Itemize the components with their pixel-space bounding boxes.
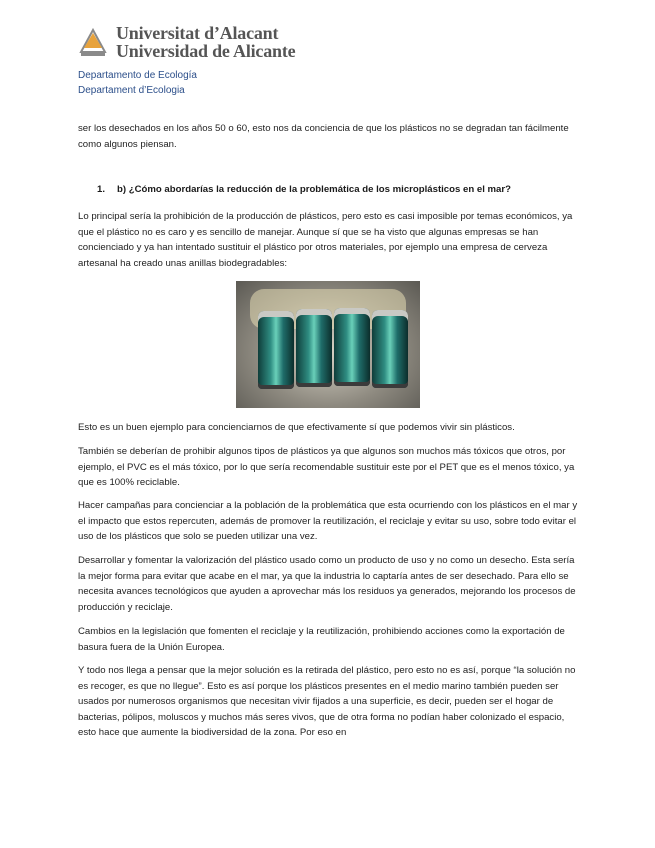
- question-text: b) ¿Cómo abordarías la reducción de la problemática de los microplásticos en el mar?: [117, 184, 511, 195]
- department-block: [78, 68, 197, 98]
- biodegradable-rings-photo: [236, 281, 420, 408]
- paragraph-prohibition: Lo principal sería la prohibición de la producción de plásticos, pero esto es casi imposible por temas económicos, ya que el plástico no es caro y es sencillo de manejar. Aunque sí que se ha visto que algunas empresas se han concienciado y ya han intentado sustituir el plástico por otros materiales, por ejemplo una empresa de cerveza artesanal ha creado unas anillas biodegradables:: [78, 211, 573, 269]
- question-heading: [97, 184, 577, 195]
- beer-can-shape: [372, 310, 408, 388]
- intro-paragraph: ser los desechados en los años 50 o 60, esto nos da conciencia de que los plásticos no se degradan tan fácilmente como algunos piensan.: [78, 123, 569, 150]
- question-number: 1.: [97, 184, 106, 195]
- university-name-spanish: Universidad de Alicante: [116, 41, 296, 61]
- paragraph-valorization: Desarrollar y fomentar la valorización del plástico usado como un producto de uso y no como un desecho. Esta sería la mejor forma para evitar que acabe en el mar, ya que la industria lo captaría antes de ser desechado. Para ello se necesita avances tecnológicos que ayuden a aprovechar más los residuos ya generados, mejorando los procesos de producción y reciclaje.: [78, 555, 576, 613]
- beer-can-shape: [334, 308, 370, 386]
- university-logo-icon: [78, 24, 108, 58]
- paragraph-legislation: Cambios en la legislación que fomenten el reciclaje y la reutilización, prohibiendo acciones como la exportación de basura fuera de la Unión Europea.: [78, 626, 565, 653]
- paragraph-good-example: Esto es un buen ejemplo para concienciarnos de que efectivamente sí que podemos vivir sin plásticos.: [78, 422, 515, 433]
- beer-can-shape: [258, 311, 294, 389]
- university-name-valencian: Universitat d’Alacant: [116, 23, 279, 43]
- department-name-valencian: Departament d’Ecologia: [78, 85, 185, 96]
- paragraph-toxic-plastics: También se deberían de prohibir algunos tipos de plásticos ya que algunos son muchos más tóxicos que otros, por ejemplo, el PVC es el más tóxico, por lo que sería recomendable sustituir este por el PET que es el menos tóxico, ya que es 100% reciclable.: [78, 446, 575, 489]
- department-name-spanish: Departamento de Ecología: [78, 70, 197, 81]
- paragraph-campaigns: Hacer campañas para concienciar a la población de la problemática que esta ocurriendo con los plásticos en el mar y el impacto que estos repercuten, además de promover la reutilización, el reciclaje y evitar su uso, sobre todo evitar el uso de los plásticos que solo se pueden utilizar una vez.: [78, 500, 578, 543]
- paragraph-conclusion: Y todo nos llega a pensar que la mejor solución es la retirada del plástico, pero esto no es así, porque “la solución no es recoger, es que no llegue”. Esto es así porque los plásticos presentes en el medio marino también pueden ser usados por numerosos organismos que necesitan vivir fijados a una superficie, es decir, pueden ser el hogar de bacterias, pólipos, moluscos y muchos más seres vivos, que de otra forma no podían haber colonizado el espacio, esto hace que aumente la biodiversidad de la zona. Por eso en: [78, 665, 576, 739]
- beer-can-shape: [296, 309, 332, 387]
- university-header: [78, 24, 338, 64]
